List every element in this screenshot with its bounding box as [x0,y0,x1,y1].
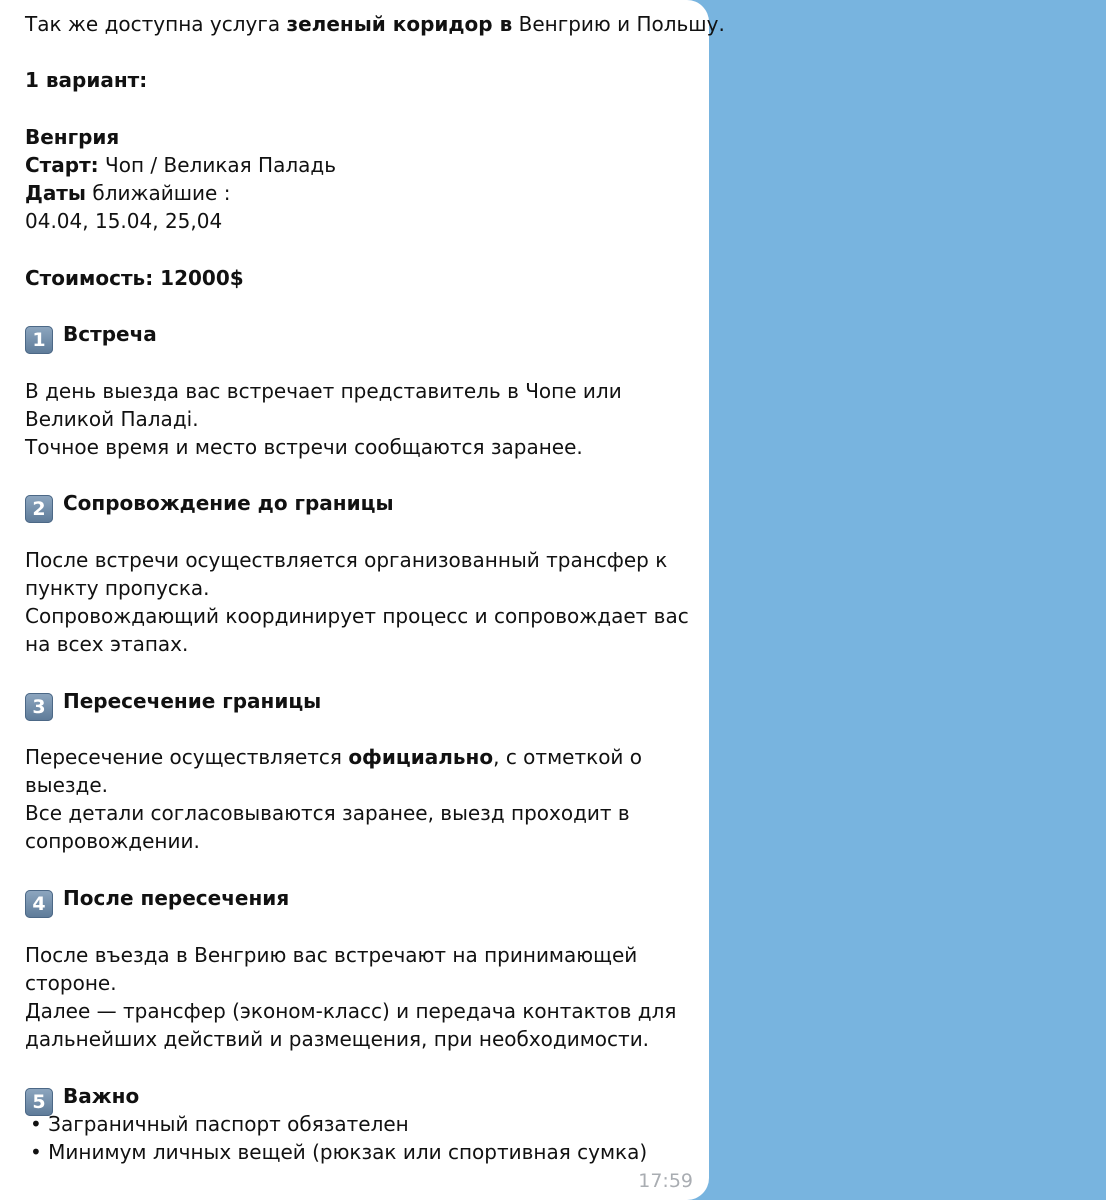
section-2-line: пункту пропуска. [25,576,210,600]
section-4-line: стороне. [25,971,117,995]
intro-text-end: Венгрию и Польшу. [512,12,725,36]
section-1-title-text: Встреча [63,322,157,346]
dates-line [25,179,230,207]
section-3-line-bold: официально [348,745,494,769]
section-3-title-text: Пересечение границы [63,689,322,713]
message-timestamp: 17:59 [638,1170,693,1192]
intro-text-start: Так же доступна услуга [25,12,287,36]
section-3-line [25,743,642,771]
start-label: Старт: [25,153,99,177]
intro-text [25,10,725,38]
section-3-line: Все детали согласовываются заранее, выезд проходит в [25,801,630,825]
section-2-line: После встречи осуществляется организованный трансфер к [25,548,668,572]
keycap-4-icon: 4 [25,890,53,918]
keycap-5-icon: 5 [25,1088,53,1116]
start-value: Чоп / Великая Паладь [98,153,336,177]
section-3-line: выезде. [25,773,109,797]
keycap-1-icon: 1 [25,326,53,354]
section-4-line: После въезда в Венгрию вас встречают на принимающей [25,943,638,967]
section-2-line: на всех этапах. [25,632,189,656]
section-3-line-end: , с отметкой о [493,745,643,769]
section-2-title [25,489,394,523]
section-5-title-text: Важно [63,1084,140,1108]
section-3-line-start: Пересечение осуществляется [25,745,349,769]
section-2-title-text: Сопровождение до границы [63,491,394,515]
section-4-title-text: После пересечения [63,886,290,910]
section-1-line: Точное время и место встречи сообщаются заранее. [25,435,583,459]
keycap-3-icon: 3 [25,693,53,721]
section-4-line: дальнейших действий и размещения, при необходимости. [25,1027,650,1051]
section-2-line: Сопровождающий координирует процесс и сопровождает вас [25,604,689,628]
bullet-item: • Минимум личных вещей (рюкзак или спортивная сумка) [30,1140,648,1164]
start-line [25,151,336,179]
section-1-line: Великой Паладі. [25,407,199,431]
variant-heading: 1 вариант: [25,68,148,92]
keycap-2-icon: 2 [25,495,53,523]
section-4-line: Далее — трансфер (эконом-класс) и передача контактов для [25,999,677,1023]
price: Стоимость: 12000$ [25,266,244,290]
dates-label: Даты [25,181,86,205]
dates-value: 04.04, 15.04, 25,04 [25,209,223,233]
section-3-title [25,687,321,721]
intro-text-bold: зеленый коридор в [286,12,513,36]
dates-suffix: ближайшие : [86,181,231,205]
section-1-title [25,320,157,354]
section-3-line: сопровождении. [25,829,200,853]
country-heading: Венгрия [25,125,120,149]
section-1-line: В день выезда вас встречает представитель в Чопе или [25,379,622,403]
bullet-item: • Заграничный паспорт обязателен [30,1112,409,1136]
section-4-title [25,884,289,918]
